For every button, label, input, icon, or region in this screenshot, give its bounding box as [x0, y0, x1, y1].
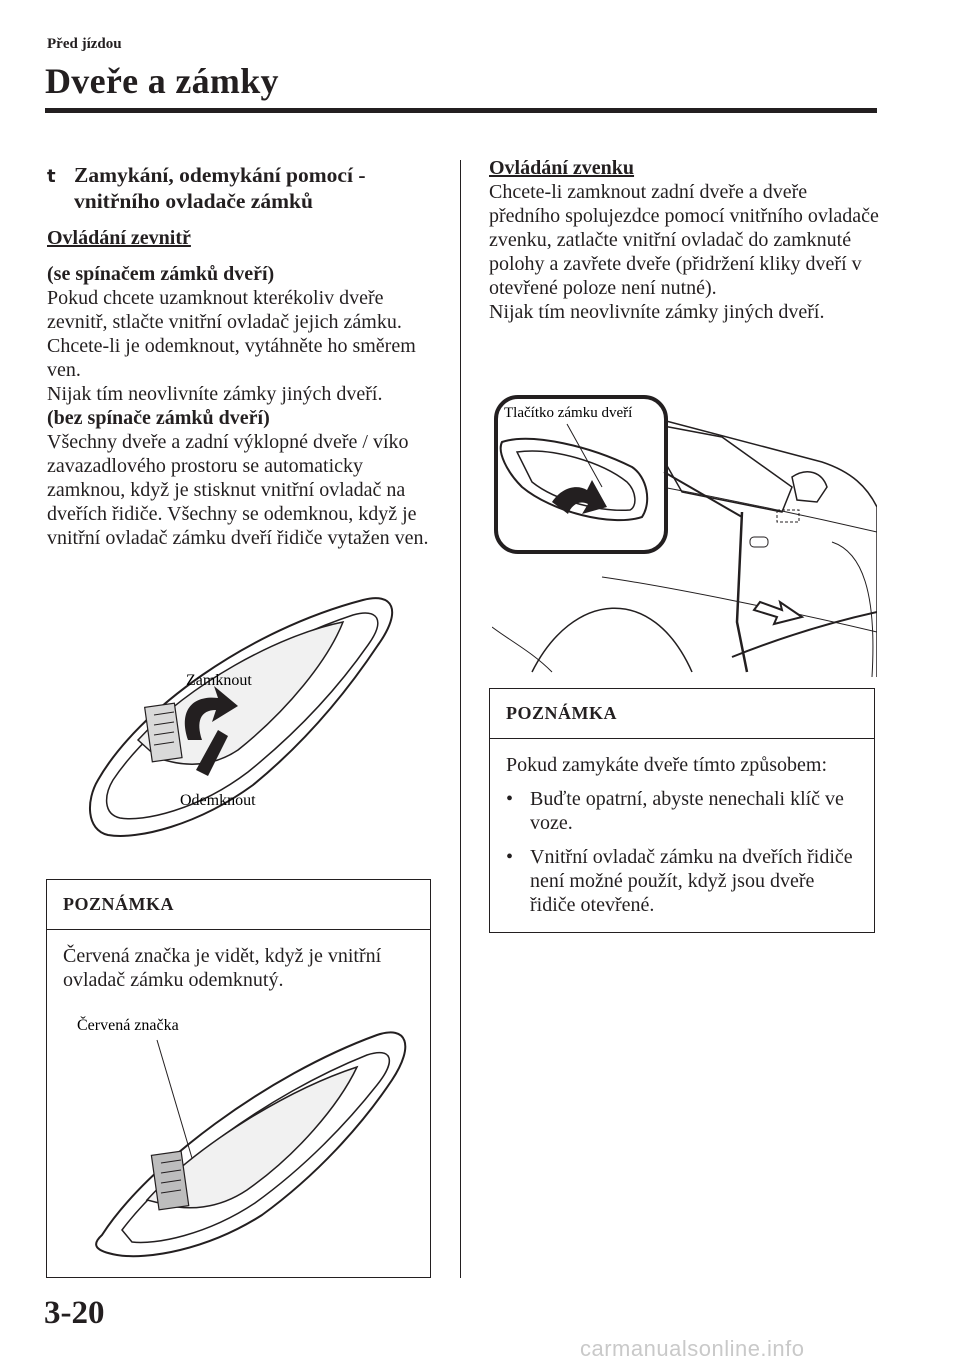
page-title: Dveře a zámky	[45, 61, 279, 101]
note-intro: Pokud zamykáte dveře tímto způsobem:	[506, 754, 828, 776]
page-number: 3-20	[44, 1295, 105, 1331]
note-body	[490, 739, 874, 931]
note-title: POZNÁMKA	[490, 689, 874, 739]
lock-label: Zamknout	[186, 672, 252, 689]
red-mark-figure	[77, 1005, 417, 1265]
inner-handle-figure	[78, 590, 408, 855]
bullet-text: Vnitřní ovladač zámku na dveřích řidiče není možné použít, když jsou dveře řidiče otevřené.	[530, 846, 853, 916]
without-switch-paragraph: Všechny dveře a zadní výklopné dveře / víko zavazadlového prostoru se automaticky zamknou, když je stisknut vnitřní ovladač na dveřích řidiče. Všechny se odemknou, když je vnitřní ovladač zámku dveří řidiče vytažen ven.	[47, 431, 429, 549]
note-title: POZNÁMKA	[47, 880, 430, 930]
with-switch-paragraph-2: Nijak tím neovlivníte zámky jiných dveří.	[47, 383, 383, 405]
red-mark-label: Červená značka	[77, 1017, 179, 1034]
note-box-outside-lock	[489, 688, 875, 933]
watermark: carmanualsonline.info	[580, 1336, 805, 1361]
note-bullet	[506, 845, 858, 917]
door-lock-figure	[492, 392, 877, 677]
left-column	[47, 162, 445, 550]
outside-heading: Ovládání zvenku	[489, 157, 635, 179]
title-rule	[45, 108, 877, 113]
note-bullet	[506, 787, 858, 835]
note-text: Červená značka je vidět, když je vnitřní ovladač zámku odemknutý.	[63, 945, 382, 991]
without-switch-subheading: (bez spínače zámků dveří)	[47, 407, 270, 429]
inside-heading: Ovládání zevnitř	[47, 227, 191, 249]
outside-paragraph-2: Nijak tím neovlivníte zámky jiných dveří.	[489, 301, 825, 323]
section-label: Před jízdou	[47, 36, 122, 52]
with-switch-subheading: (se spínačem zámků dveří)	[47, 263, 275, 285]
unlock-label: Odemknout	[180, 792, 256, 809]
with-switch-paragraph: Pokud chcete uzamknout kterékoliv dveře zevnitř, stlačte vnitřní ovladač jejich zámku. Chcete-li je odemknout, vytáhněte ho směrem ven.	[47, 287, 416, 381]
outside-paragraph: Chcete-li zamknout zadní dveře a dveře předního spolujezdce pomocí vnitřního ovladače zvenku, zatlačte vnitřní ovladač do zamknuté polohy a zavřete dveře (přidržení kliky dveří v otevřené poloze není nutné).	[489, 181, 879, 299]
column-divider	[460, 160, 461, 1278]
note-box-red-mark	[46, 879, 431, 1278]
bullet-symbol: •	[506, 788, 514, 810]
section-marker: t	[47, 166, 56, 187]
right-column	[489, 156, 879, 324]
section-heading	[47, 162, 445, 214]
lock-button-label: Tlačítko zámku dveří	[504, 405, 633, 421]
bullet-symbol: •	[506, 846, 514, 868]
section-heading-text: Zamykání, odemykání pomocí - vnitřního ovladače zámků	[74, 163, 366, 213]
bullet-text: Buďte opatrní, abyste nenechali klíč ve voze.	[530, 788, 844, 834]
